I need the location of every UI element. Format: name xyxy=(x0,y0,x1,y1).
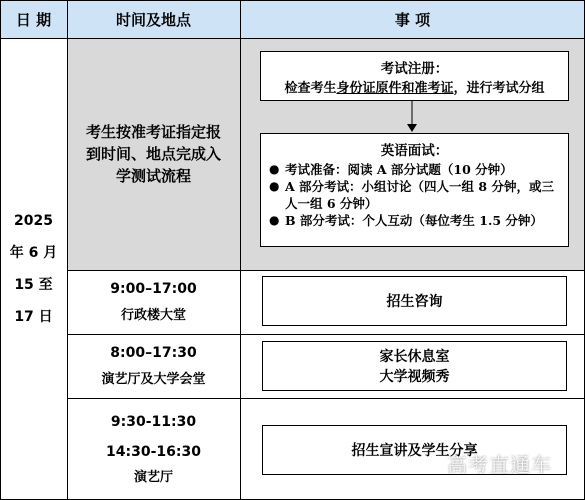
grid-line xyxy=(240,0,241,500)
bullet-icon: ● xyxy=(269,179,280,193)
header-time-place xyxy=(67,0,240,38)
bullet-icon: ● xyxy=(269,213,280,227)
header-time-place-label: 时间及地点 xyxy=(115,10,191,29)
time-range: 9:00–17:00 xyxy=(110,281,197,297)
grid-line xyxy=(67,0,68,500)
row-consult-time xyxy=(67,270,240,334)
row-parents-time xyxy=(67,334,240,398)
time-range: 8:00–17:30 xyxy=(110,345,197,361)
header-event-label: 事 项 xyxy=(394,10,431,29)
down-arrow-icon xyxy=(405,101,419,133)
grid-line xyxy=(0,38,585,39)
row-talk-time xyxy=(67,398,240,500)
event-label: 招生咨询 xyxy=(386,294,443,310)
registration-title: 考试注册： xyxy=(380,60,449,77)
registration-detail-suffix: ，进行考试分组 xyxy=(453,80,545,96)
event-label: 大学视频秀 xyxy=(379,369,450,385)
interview-bullet-list xyxy=(267,161,562,229)
event-consult-box xyxy=(262,276,567,326)
interview-box xyxy=(260,133,569,247)
grid-line xyxy=(67,334,585,335)
header-event xyxy=(240,0,585,38)
date-month: 年 6 月 xyxy=(9,245,58,261)
event-label: 招生宣讲及学生分享 xyxy=(351,443,478,459)
registration-detail xyxy=(284,77,544,96)
grid-line xyxy=(0,0,1,500)
bullet-icon: ● xyxy=(269,162,280,176)
interview-bullet: ● 考试准备：阅读 A 部分试题（10 分钟） xyxy=(269,162,513,177)
grid-line xyxy=(67,398,585,399)
watermark: 高考直通车 xyxy=(447,453,552,477)
registration-documents: 身份证原件和准考证 xyxy=(336,80,454,96)
time-range: 14:30-16:30 xyxy=(106,443,201,460)
grid-line xyxy=(0,0,585,1)
exam-left-cell xyxy=(67,38,240,270)
location: 演艺厅 xyxy=(133,469,173,485)
event-parents-box xyxy=(262,341,567,391)
date-cell xyxy=(0,38,67,500)
header-date-label: 日 期 xyxy=(15,10,52,29)
interview-title: 英语面试： xyxy=(380,143,449,159)
header-date xyxy=(0,0,67,38)
date-to: 17 日 xyxy=(14,309,53,325)
registration-detail-prefix: 检查考生 xyxy=(284,80,337,96)
time-range: 9:30-11:30 xyxy=(110,413,197,430)
date-year: 2025 xyxy=(14,213,53,229)
date-from: 15 至 xyxy=(14,277,53,293)
location: 行政楼大堂 xyxy=(120,308,186,323)
grid-line xyxy=(67,270,585,271)
event-label: 家长休息室 xyxy=(379,349,450,365)
interview-bullet: ● B 部分考试：个人互动（每位考生 1.5 分钟） xyxy=(269,213,543,228)
registration-box xyxy=(260,51,569,101)
exam-instruction: 考生按准考证指定报到时间、地点完成入学测试流程 xyxy=(85,123,221,185)
interview-bullet: ● A 部分考试：小组讨论（四人一组 8 分钟，或三人一组 6 分钟） xyxy=(269,179,554,211)
location: 演艺厅及大学会堂 xyxy=(101,372,206,387)
